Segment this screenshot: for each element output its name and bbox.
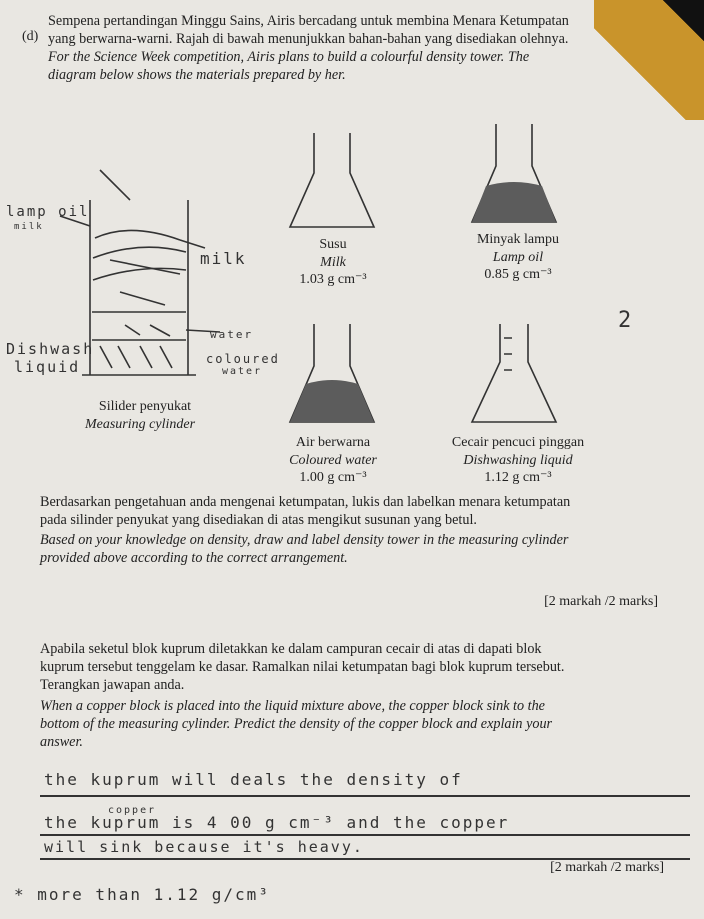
- material-density: 0.85 g cm⁻³: [484, 267, 552, 282]
- task1-marks: [2 markah /2 marks]: [544, 594, 658, 609]
- task1-en-line: provided above according to the correct arrangement.: [40, 550, 348, 567]
- material-label-ms: Cecair pencuci pinggan: [451, 435, 585, 450]
- material-label-en: Milk: [320, 254, 346, 270]
- handwritten-label-lamp-oil: lamp oil: [6, 204, 90, 220]
- task1-ms-line: Berdasarkan pengetahuan anda mengenai ketumpatan, lukis dan labelkan menara ketumpatan: [40, 494, 571, 510]
- material-dishwashing-liquid: [418, 434, 618, 487]
- material-density: 1.12 g cm⁻³: [484, 470, 552, 485]
- task1-ms-line: pada silinder penyukat yang disediakan di atas mengikut susunan yang betul.: [40, 512, 477, 529]
- answer-line-4-text: * more than 1.12 g/cm³: [14, 885, 270, 904]
- material-label-ms: Air berwarna: [295, 435, 371, 450]
- task2-en-line: When a copper block is placed into the liquid mixture above, the copper block sink to the: [40, 698, 545, 714]
- task2-ms-line: kuprum tersebut tenggelam ke dasar. Ramalkan nilai ketumpatan bagi blok kuprum tersebut.: [40, 659, 565, 676]
- material-label-en: Coloured water: [289, 452, 377, 468]
- material-label-ms: Minyak lampu: [476, 232, 560, 247]
- handwritten-annotation: 2: [618, 308, 634, 333]
- cylinder-label-en: Measuring cylinder: [84, 417, 196, 432]
- question-intro-ms-line: Sempena pertandingan Minggu Sains, Airis bercadang untuk membina Menara Ketumpatan: [48, 13, 569, 29]
- material-lamp-oil: [448, 231, 588, 284]
- answer-line-1-text: the kuprum will deals the density of: [44, 770, 463, 789]
- handwritten-label-milk: milk: [14, 222, 44, 232]
- material-label-ms: Susu: [319, 237, 347, 252]
- task2-en-line: answer.: [40, 734, 83, 751]
- material-density: 1.00 g cm⁻³: [299, 470, 367, 485]
- question-intro-ms: [48, 12, 688, 48]
- task2-en-line: bottom of the measuring cylinder. Predict the density of the copper block and explain your: [40, 716, 553, 733]
- handwritten-label-milk: milk: [200, 249, 247, 268]
- handwritten-label-water: water: [210, 328, 254, 341]
- answer-line-2-text: the kuprum is 4 00 g cm⁻³ and the copper: [44, 813, 510, 832]
- question-intro-en: [48, 48, 688, 84]
- material-density: 1.03 g cm⁻³: [299, 272, 367, 287]
- task1-text-ms: [40, 493, 690, 529]
- flask-dishwashing-liquid: [464, 318, 564, 428]
- flask-milk: [282, 125, 382, 235]
- question-number: (d): [22, 29, 39, 44]
- handwritten-label-liquid: liquid: [14, 358, 81, 376]
- handwritten-label-water: water: [222, 366, 263, 377]
- answer-line-2: [40, 834, 690, 836]
- material-coloured-water: [258, 434, 408, 487]
- material-label-en: Dishwashing liquid: [463, 452, 573, 468]
- task2-marks: [2 markah /2 marks]: [550, 860, 664, 875]
- handwritten-label-dishwash: Dishwash: [6, 340, 95, 358]
- task2-ms-line: Apabila seketul blok kuprum diletakkan ke dalam campuran cecair di atas di dapati blok: [40, 641, 542, 657]
- task2-text-ms: [40, 640, 690, 695]
- answer-line-1: [40, 795, 690, 797]
- question-intro-ms-line: yang berwarna-warni. Rajah di bawah menunjukkan bahan-bahan yang disediakan olehnya.: [48, 31, 569, 48]
- task1-text-en: [40, 531, 690, 567]
- cylinder-label-ms: Silider penyukat: [98, 399, 192, 414]
- material-label-en: Lamp oil: [492, 249, 544, 265]
- material-milk: [268, 236, 398, 289]
- flask-coloured-water: [282, 318, 382, 428]
- answer-line-3-text: will sink because it's heavy.: [44, 838, 364, 856]
- task2-ms-line: Terangkan jawapan anda.: [40, 677, 185, 694]
- task2-text-en: [40, 697, 690, 752]
- handwritten-label-coloured: coloured: [206, 352, 280, 366]
- question-intro-en-line: diagram below shows the materials prepared by her.: [48, 67, 346, 84]
- task1-en-line: Based on your knowledge on density, draw and label density tower in the measuring cylinder: [40, 532, 569, 548]
- flask-lamp-oil: [464, 118, 564, 230]
- question-intro-en-line: For the Science Week competition, Airis plans to build a colourful density tower. The: [48, 49, 530, 65]
- answer-line-2-annotation: copper: [108, 805, 157, 816]
